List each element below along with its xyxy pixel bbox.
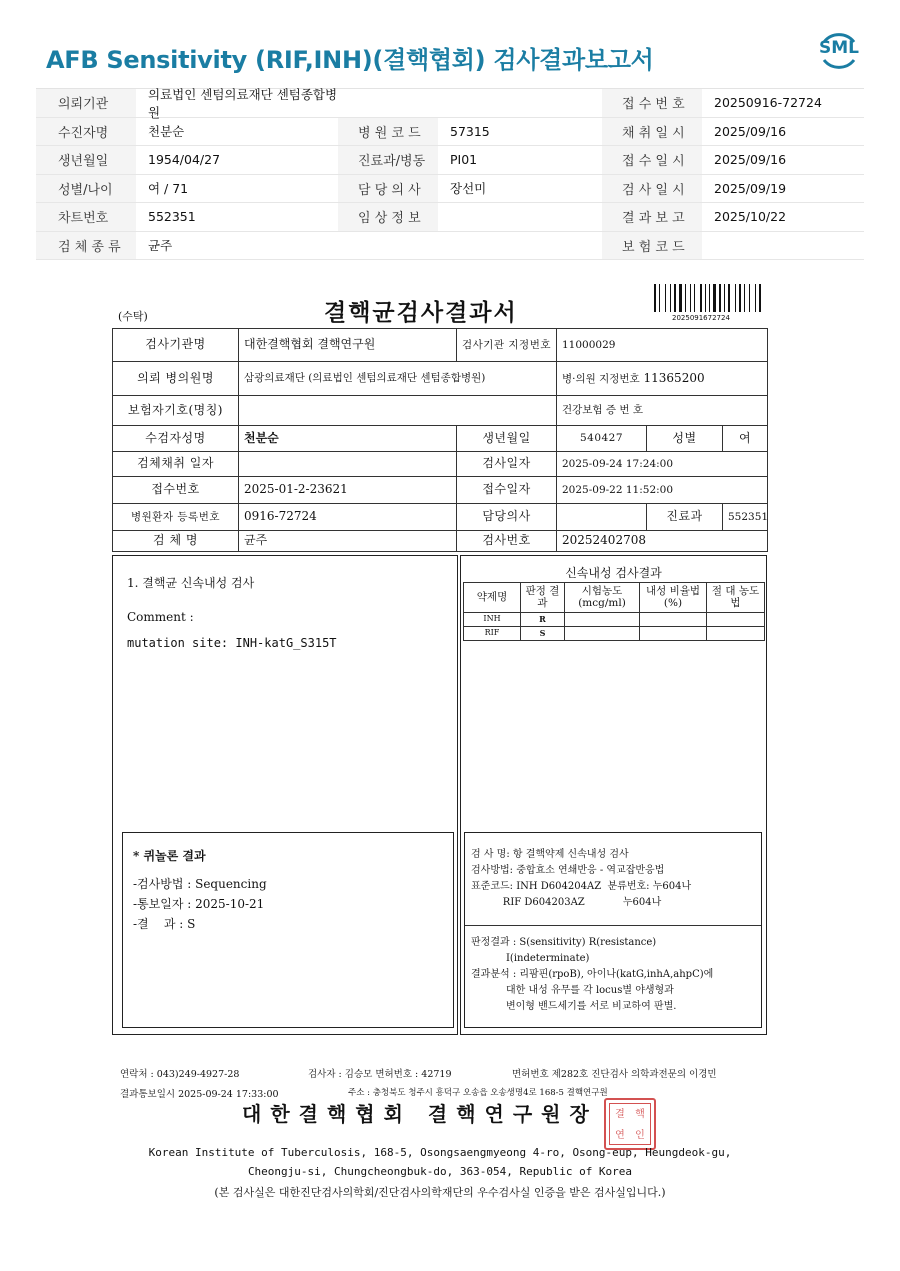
barcode-bar xyxy=(744,284,745,312)
org-code-value: 11000029 xyxy=(557,329,768,362)
english-address-1: Korean Institute of Tuberculosis, 168-5, Osongsaengmyeong 4-ro, Osong-eup, Heungdeok-gu, xyxy=(148,1146,732,1159)
patient-result-table xyxy=(112,328,768,552)
birth-value: 540427 xyxy=(557,426,647,452)
barcode-bar xyxy=(677,284,678,312)
info-value xyxy=(438,89,602,117)
info-label: 수진자명 xyxy=(36,118,136,146)
barcode-bar xyxy=(661,284,664,312)
barcode-bar xyxy=(657,284,658,312)
barcode-bar xyxy=(696,284,699,312)
info-row xyxy=(36,86,864,120)
barcode-bar xyxy=(709,284,710,312)
org-value: 대한결핵협회 결핵연구원 xyxy=(239,329,457,362)
note-line: 변이형 밴드세기를 서로 비교하여 판별. xyxy=(471,1001,677,1012)
certification-note: (본 검사실은 대한진단검사의학회/진단검사의학재단의 우수검사실 인증을 받은 검사실입니다.) xyxy=(214,1186,666,1199)
info-value xyxy=(438,232,602,260)
info-row xyxy=(36,175,864,204)
name-value: 천분순 xyxy=(239,426,457,452)
barcode-bar xyxy=(672,284,673,312)
report-title: AFB Sensitivity (RIF,INH)(결핵협회) 검사결과보고서 xyxy=(46,46,654,74)
barcode-bar xyxy=(759,284,761,312)
info-value: 장선미 xyxy=(450,181,487,197)
drug-cell xyxy=(707,627,765,641)
info-value: 2025/09/16 xyxy=(714,152,787,168)
collect-label: 검체채취 일자 xyxy=(113,452,239,477)
barcode-bar xyxy=(683,284,684,312)
info-label: 담 당 의 사 xyxy=(338,175,438,203)
note-line: RIF D604203AZ 누604나 xyxy=(471,897,662,908)
sml-logo xyxy=(816,28,862,74)
drug-cell xyxy=(640,613,707,627)
test-date-label: 검사일자 xyxy=(457,452,557,477)
recv-date-label: 접수일자 xyxy=(457,477,557,504)
note-line: 판정결과 : S(sensitivity) R(resistance) xyxy=(471,937,657,948)
info-label: 검 사 일 시 xyxy=(602,175,702,203)
patient-info-table xyxy=(36,88,864,260)
info-row xyxy=(36,118,864,147)
info-label: 생년월일 xyxy=(36,146,136,174)
barcode-bar xyxy=(724,284,725,312)
barcode-bar xyxy=(700,284,702,312)
barcode-bar xyxy=(667,284,669,312)
barcode-bar xyxy=(731,284,734,312)
sex-label: 성별 xyxy=(647,426,723,452)
barcode-bar xyxy=(719,284,721,312)
info-label: 병 원 코 드 xyxy=(338,118,438,146)
req-label: 의뢰 병의원명 xyxy=(113,362,239,396)
info-label: 임 상 정 보 xyxy=(338,203,438,231)
req-code-value: 11365200 xyxy=(643,370,705,385)
ins-value xyxy=(239,396,557,426)
barcode-bar xyxy=(694,284,695,312)
barcode-bar xyxy=(711,284,712,312)
info-row xyxy=(36,146,864,175)
recv-date-value: 2025-09-22 11:52:00 xyxy=(557,477,768,504)
info-value: 2025/09/16 xyxy=(714,123,787,139)
mutation-site: mutation site: INH-katG_S315T xyxy=(127,636,337,650)
info-value: 57315 xyxy=(450,123,490,139)
comment-label: Comment : xyxy=(127,610,194,624)
test-no-label: 검사번호 xyxy=(457,531,557,552)
collect-value xyxy=(239,452,457,477)
notes-divider xyxy=(465,925,761,926)
drug-result: S xyxy=(521,627,565,641)
note-line: 대한 내성 유무를 각 locus별 야생형과 xyxy=(471,985,674,996)
barcode-bar xyxy=(685,284,686,312)
barcode-bar xyxy=(670,284,671,312)
info-row xyxy=(36,203,864,232)
seal-char: 핵 xyxy=(635,1109,645,1120)
report-time: 결과통보일시 2025-09-24 17:33:00 xyxy=(120,1089,279,1100)
address: 주소 : 충청북도 청주시 흥덕구 오송읍 오송생명4로 168-5 결핵연구원 xyxy=(348,1088,608,1098)
barcode-bar xyxy=(762,284,763,312)
drug-name: INH xyxy=(464,613,521,627)
note-line: I(indeterminate) xyxy=(471,953,590,964)
quinolone-title: * 퀴놀론 결과 xyxy=(133,849,206,863)
barcode-bar xyxy=(713,284,716,312)
info-label: 의뢰기관 xyxy=(36,89,136,117)
info-value: 의료법인 센텀의료재단 센텀종합병원 xyxy=(148,86,338,120)
barcode-bar xyxy=(659,284,660,312)
info-value: 여 / 71 xyxy=(148,181,189,197)
ratio-header: 내성 비율법(%) xyxy=(640,583,707,613)
drug-cell xyxy=(565,627,640,641)
info-row xyxy=(36,232,864,261)
org-label: 검사기관명 xyxy=(113,329,239,362)
info-label xyxy=(338,89,438,117)
quinolone-report-date: -통보일자 : 2025-10-21 xyxy=(133,897,265,911)
document-heading: 결핵균검사결과서 xyxy=(324,299,518,326)
institution-name: 대한결핵협회 결핵연구원장 xyxy=(242,1102,598,1126)
seal-char: 인 xyxy=(635,1130,645,1141)
barcode-bar xyxy=(749,284,750,312)
barcode-bar xyxy=(737,284,738,312)
barcode-bar xyxy=(746,284,748,312)
info-label: 채 취 일 시 xyxy=(602,118,702,146)
dept-value: 552351 xyxy=(723,504,768,531)
rapid-test-title: 1. 결핵균 신속내성 검사 xyxy=(127,576,255,590)
drug-result: R xyxy=(521,613,565,627)
barcode-bar xyxy=(739,284,741,312)
barcode-bar xyxy=(707,284,709,312)
info-label xyxy=(338,232,438,260)
seal-char: 결 xyxy=(615,1109,625,1120)
info-value xyxy=(438,203,602,231)
barcode-bar xyxy=(705,284,706,312)
info-value xyxy=(702,232,864,260)
test-no-value: 20252402708 xyxy=(557,531,768,552)
info-value: 천분순 xyxy=(148,124,185,140)
info-value: 1954/04/27 xyxy=(148,152,221,168)
drug-header: 약제명 xyxy=(464,583,521,613)
license: 면허번호 제282호 진단검사 의학과전문의 이경민 xyxy=(512,1069,717,1080)
drug-cell xyxy=(565,613,640,627)
barcode-bar xyxy=(751,284,754,312)
sex-value: 여 xyxy=(723,426,768,452)
ins-label: 보험자기호(명칭) xyxy=(113,396,239,426)
info-label: 보 험 코 드 xyxy=(602,232,702,260)
barcode-bar xyxy=(692,284,693,312)
info-label: 차트번호 xyxy=(36,203,136,231)
info-label: 검 체 종 류 xyxy=(36,232,136,260)
barcode-number: 2025091672724 xyxy=(672,314,730,322)
drug-result-table xyxy=(463,582,765,641)
org-code-label: 검사기관 지정번호 xyxy=(457,329,557,362)
birth-label: 생년월일 xyxy=(457,426,557,452)
dept-label: 진료과 xyxy=(647,504,723,531)
barcode-bar xyxy=(728,284,730,312)
barcode-bar xyxy=(690,284,691,312)
scanned-result-document xyxy=(112,280,768,1210)
barcode-bar xyxy=(742,284,743,312)
info-value: 2025/10/22 xyxy=(714,209,787,225)
barcode xyxy=(654,284,764,312)
info-value: PI01 xyxy=(450,152,478,168)
quinolone-result: -결 과 : S xyxy=(133,917,196,931)
barcode-bar xyxy=(665,284,666,312)
info-label: 성별/나이 xyxy=(36,175,136,203)
barcode-bar xyxy=(722,284,723,312)
name-label: 수검자성명 xyxy=(113,426,239,452)
req-code-cell xyxy=(557,362,768,396)
drug-name: RIF xyxy=(464,627,521,641)
info-label: 결 과 보 고 xyxy=(602,203,702,231)
barcode-bar xyxy=(654,284,656,312)
barcode-bar xyxy=(757,284,758,312)
info-label: 진료과/병동 xyxy=(338,146,438,174)
info-value: 2025/09/19 xyxy=(714,180,787,196)
reg-label: 병원환자 등록번호 xyxy=(113,504,239,531)
reg-value: 0916-72724 xyxy=(239,504,457,531)
barcode-bar xyxy=(735,284,736,312)
judgement-header: 판정 결과 xyxy=(521,583,565,613)
tester: 검사자 : 김승모 면허번호 : 42719 xyxy=(308,1069,452,1080)
absolute-header: 절 대 농도법 xyxy=(707,583,765,613)
drug-cell xyxy=(707,613,765,627)
seal-char: 연 xyxy=(615,1130,625,1141)
specimen-label: 검 체 명 xyxy=(113,531,239,552)
ins-no-label: 건강보험 증 번 호 xyxy=(557,396,768,426)
quinolone-result-box xyxy=(122,832,454,1028)
info-value: 균주 xyxy=(148,238,173,254)
contact: 연락처 : 043)249-4927-28 xyxy=(120,1069,240,1080)
seal-inner xyxy=(609,1103,651,1145)
note-line: 표준코드: INH D604204AZ 분류번호: 누604나 xyxy=(471,881,692,892)
req-code-label: 병·의원 지정번호 xyxy=(562,372,640,385)
barcode-bar xyxy=(674,284,676,312)
req-value: 삼광의료재단 (의료법인 센텀의료재단 센텀종합병원) xyxy=(239,362,557,396)
info-label: 접 수 번 호 xyxy=(602,89,702,117)
rapid-result-title: 신속내성 검사결과 xyxy=(565,566,662,580)
barcode-bar xyxy=(717,284,718,312)
note-line: 검사방법: 중합효소 연쇄반응 - 역교잡반응법 xyxy=(471,865,665,876)
barcode-bar xyxy=(703,284,704,312)
test-date-value: 2025-09-24 17:24:00 xyxy=(557,452,768,477)
logo-text: SML xyxy=(819,38,859,58)
drug-cell xyxy=(640,627,707,641)
info-label: 접 수 일 시 xyxy=(602,146,702,174)
info-value: 20250916-72724 xyxy=(714,95,822,111)
consignment-label: (수탁) xyxy=(118,310,148,323)
english-address-2: Cheongju-si, Chungcheongbuk-do, 363-054, Republic of Korea xyxy=(247,1165,633,1178)
official-seal xyxy=(604,1098,656,1150)
barcode-bar xyxy=(755,284,756,312)
quinolone-method: -검사방법 : Sequencing xyxy=(133,877,267,891)
barcode-bar xyxy=(726,284,727,312)
specimen-value: 균주 xyxy=(239,531,457,552)
note-line: 검 사 명: 항 결핵약제 신속내성 검사 xyxy=(471,849,629,860)
barcode-bar xyxy=(679,284,682,312)
test-notes-box xyxy=(464,832,762,1028)
barcode-bar xyxy=(687,284,689,312)
recv-no-value: 2025-01-2-23621 xyxy=(239,477,457,504)
info-value: 552351 xyxy=(148,209,196,225)
recv-no-label: 접수번호 xyxy=(113,477,239,504)
note-line: 결과분석 : 리팜핀(rpoB), 아이나(katG,inhA,ahpC)에 xyxy=(471,969,714,980)
concentration-header: 시험농도 (mcg/ml) xyxy=(565,583,640,613)
doctor-label: 담당의사 xyxy=(457,504,557,531)
doctor-value xyxy=(557,504,647,531)
